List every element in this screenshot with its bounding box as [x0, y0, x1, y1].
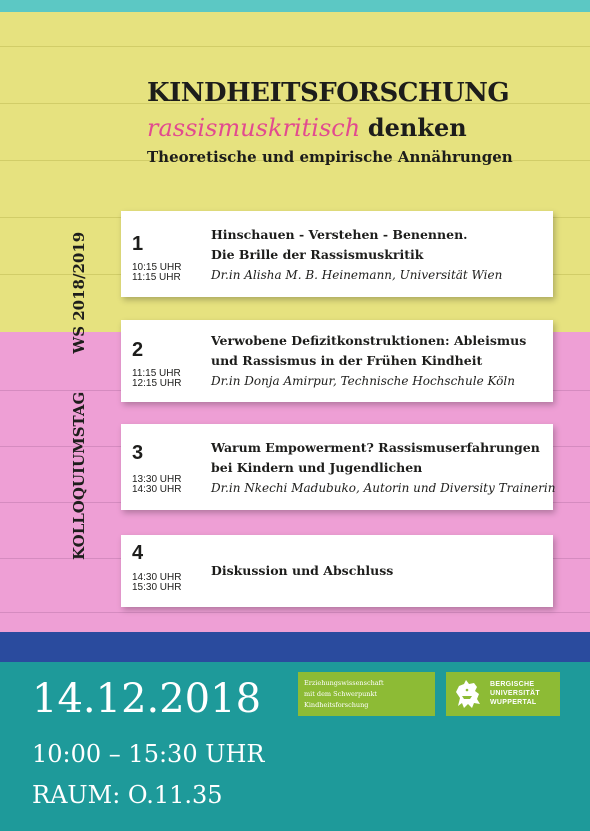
session-title-line: Warum Empowerment? Rassismuserfahrungen — [211, 440, 540, 455]
session-title-line: Hinschauen - Verstehen - Benennen. — [211, 227, 468, 242]
event-room: RAUM: O.11.35 — [32, 781, 223, 809]
session-title-line: und Rassismus in der Frühen Kindheit — [211, 353, 483, 368]
session-text — [211, 331, 545, 391]
session-title-line: Diskussion und Abschluss — [211, 563, 394, 578]
subtitle-accent: rassismuskritisch — [147, 114, 361, 142]
session-end-time: 15:30 UHR — [132, 582, 182, 593]
semester-label: WS 2018/2019 — [70, 231, 88, 354]
department-line: Erziehungswissenschaft — [304, 679, 384, 687]
session-speaker: Dr.in Donja Amirpur, Technische Hochschule Köln — [211, 374, 515, 388]
poster-title: KINDHEITSFORSCHUNG — [147, 78, 510, 108]
session-start-time: 13:30 UHR — [132, 474, 182, 485]
session-speaker: Dr.in Nkechi Madubuko, Autorin und Diversity Trainerin — [211, 481, 556, 495]
university-name-line: WUPPERTAL — [490, 699, 537, 706]
lion-crest-icon — [450, 676, 486, 712]
session-times — [132, 263, 181, 283]
session-end-time: 11:15 UHR — [132, 272, 181, 283]
session-number: 4 — [132, 542, 144, 564]
session-card-3 — [121, 424, 556, 510]
session-text — [211, 225, 545, 285]
university-name-line: BERGISCHE — [490, 681, 535, 688]
blue-wood-strip — [0, 632, 590, 662]
session-card-2 — [121, 320, 553, 402]
cyan-top-strip — [0, 0, 590, 12]
session-title-line: bei Kindern und Jugendlichen — [211, 460, 423, 475]
event-hours: 10:00 – 15:30 UHR — [32, 740, 265, 768]
session-text — [211, 561, 545, 581]
university-logo-box — [446, 672, 560, 716]
session-text — [211, 438, 556, 498]
session-number: 1 — [132, 233, 144, 255]
plank-line — [0, 46, 590, 47]
poster-tagline: Theoretische und empirische Annährungen — [147, 148, 513, 166]
session-start-time: 14:30 UHR — [132, 572, 182, 583]
session-times — [132, 369, 181, 389]
session-end-time: 12:15 UHR — [132, 378, 182, 389]
department-line: mit dem Schwerpunkt — [304, 690, 378, 698]
plank-line — [0, 612, 590, 613]
session-start-time: 11:15 UHR — [132, 368, 181, 379]
session-number: 3 — [132, 442, 144, 464]
university-name-line: UNIVERSITÄT — [490, 690, 540, 697]
session-end-time: 14:30 UHR — [132, 484, 182, 495]
vertical-side-label — [70, 210, 88, 560]
session-title-line: Verwobene Defizitkonstruktionen: Ableismus — [211, 333, 527, 348]
subtitle-word: denken — [367, 113, 467, 142]
session-number: 2 — [132, 339, 144, 361]
session-start-time: 10:15 UHR — [132, 262, 182, 273]
event-date: 14.12.2018 — [32, 676, 262, 722]
department-line: Kindheitsforschung — [304, 701, 369, 709]
session-card-4 — [121, 535, 553, 607]
session-speaker: Dr.in Alisha M. B. Heinemann, Universität Wien — [211, 268, 503, 282]
session-title-line: Die Brille der Rassismuskritik — [211, 247, 424, 262]
session-times — [132, 475, 181, 495]
session-times — [132, 573, 181, 593]
event-type-label: KOLLOQUIUMSTAG — [70, 391, 88, 560]
session-card-1 — [121, 211, 553, 297]
department-box — [298, 672, 435, 716]
poster-subtitle — [147, 113, 467, 142]
